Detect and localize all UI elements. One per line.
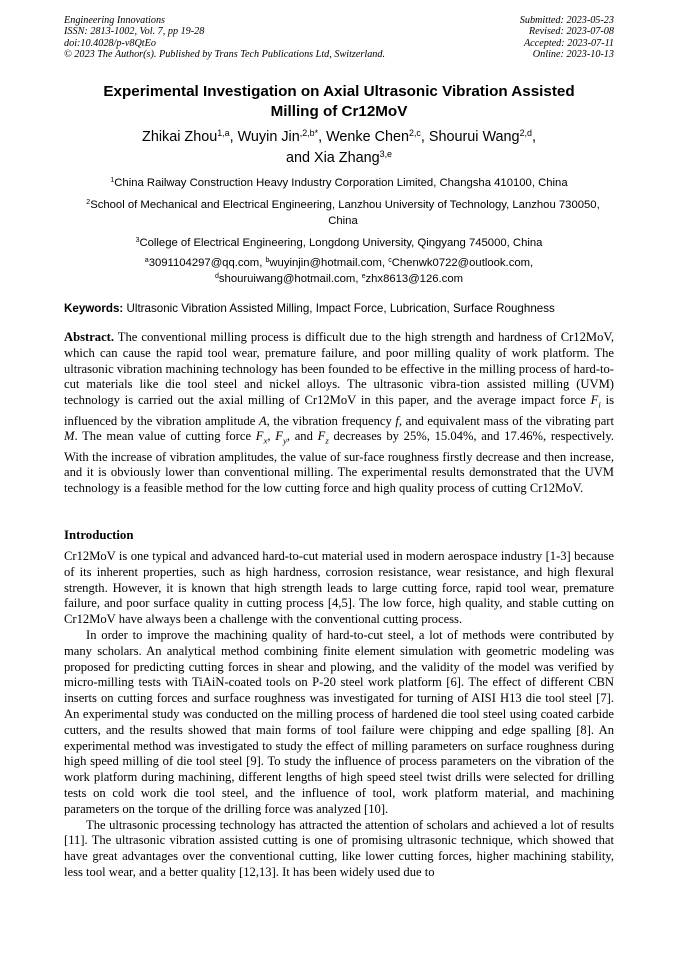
symbol-Fx: $F_x$ xyxy=(255,429,268,446)
separator: , xyxy=(229,129,238,145)
affiliation-3 xyxy=(64,236,614,252)
abstract-text: decreases by 25%, 15.04%, and 17.46%, respectively. With the increase of vibration amplitudes, the value of sur-face roughness firstly decrease and then increase, and it is obviously lower than conventional milling. The experimental results demonstrated that the UVM technology is a feasible method for the low cutting force and high quality process of cutting Cr12MoV. xyxy=(64,429,615,496)
affiliation-text: School of Mechanical and Electrical Engineering, Lanzhou University of Technology, Lanzhou 730050, China xyxy=(90,199,600,227)
email-sup: d xyxy=(214,272,219,280)
title-line-2: Milling of Cr12MoV xyxy=(270,103,408,120)
author-name: Shourui Wang xyxy=(428,129,520,145)
keywords xyxy=(64,301,614,316)
separator: , and xyxy=(286,429,318,444)
intro-paragraph: In order to improve the machining quality of hard-to-cut steel, a lot of methods were contributed by many scholars. An analytical method combining finite element simulation with geometric modeling was proposed for predicting cutting forces in shear and plowing, and the validity of the model was verified by micro-milling tests with TiAiN-coated tools on P-20 steel work platform [6]. The effect of different CBN inserts on cutting forces and surface roughness was investigated for turning of AISI H13 die tool steel [7]. An experimental study was conducted on the milling process of hardened die tool steel using coated carbide cutters, and the results showed that main forms of tool failure were chipping and edge spalling [8]. An experimental method was investigated to study the effect of milling parameters on surface roughness during high speed milling of die tool steel [9]. To study the influence of process parameters on the vibration of the work platform during machining, different lengths of high speed steel twist drills were selected for drilling tests on cold work die tool steel, and the influence of tool, work platform material, and machining parameters on the torque of the drilling force was analyzed [10]. xyxy=(64,627,614,816)
introduction-heading: Introduction xyxy=(64,528,134,542)
affiliation-text: College of Electrical Engineering, Longdong University, Qingyang 745000, China xyxy=(139,237,543,249)
abstract-text: The conventional milling process is difficult due to the high strength and hardness of Cr12MoV, which can cause the rapid tool wear, premature failure, and poor milling quality of work platform. The ultrasonic vibration machining technology has been founded to be effective in the milling process of hard-to-cut materials like die tool steel and nickel alloys. The ultrasonic vibra-tion assisted milling (UVM) technology is carried out the axial milling of Cr12MoV in this paper, and the average impact force xyxy=(64,330,614,408)
issn: ISSN: 2813-1002, Vol. 7, pp 19-28 xyxy=(64,26,205,38)
symbol-f: f xyxy=(395,413,399,428)
affiliation-2 xyxy=(76,198,610,229)
abstract-text: . The mean value of cutting force xyxy=(74,429,256,444)
separator: , xyxy=(420,129,429,145)
abstract-text: , and equivalent mass of the vibrating part xyxy=(398,413,614,428)
author-name: Zhikai Zhou xyxy=(142,129,218,145)
author-list xyxy=(64,127,614,169)
intro-paragraph: The ultrasonic processing technology has attracted the attention of scholars and achieved a lot of results [11]. The ultrasonic vibration assisted cutting is one of promising ultrasonic technique, which showed that have great advantages over the conventional cutting, like lower cutting forces, higher machining stability, less tool wear, and a better quality [12,13]. It has been widely used due to xyxy=(64,817,614,879)
email-sup: b xyxy=(265,257,270,265)
keywords-label: Keywords: xyxy=(64,302,124,315)
email-link[interactable]: shouruiwang@hotmail.com, xyxy=(218,272,362,285)
email-link[interactable]: zhx8613@126.com xyxy=(365,272,464,285)
separator: , xyxy=(318,129,327,145)
symbol-Fy: $F_y$ xyxy=(275,429,287,446)
accepted-date: Accepted: 2023-07-11 xyxy=(523,37,614,49)
copyright: © 2023 The Author(s). Published by Trans Tech Publications Ltd, Switzerland. xyxy=(64,49,386,61)
separator: , xyxy=(531,129,536,145)
email-link[interactable]: 3091104297@qq.com, xyxy=(148,257,266,269)
symbol-Fz: $F_z$ xyxy=(317,429,329,446)
abstract-label: Abstract. xyxy=(64,330,115,344)
affiliation-text: China Railway Construction Heavy Industry Corporation Limited, Changsha 410100, China xyxy=(114,177,568,189)
journal-info xyxy=(64,15,385,61)
and-word: and xyxy=(285,150,314,166)
abstract xyxy=(64,330,614,497)
author-sup: 1,a xyxy=(217,128,230,139)
author-sup: 3,e xyxy=(379,149,392,160)
affiliation-sup: 1 xyxy=(110,177,115,185)
doi: doi:10.4028/p-v8QtEo xyxy=(64,37,156,49)
email-sup: a xyxy=(144,257,149,265)
paper-title xyxy=(64,82,614,122)
symbol-M: M xyxy=(64,429,75,444)
email-sup: e xyxy=(361,272,366,280)
affiliation-sup: 3 xyxy=(135,237,140,245)
symbol-Fi: $F_i$ xyxy=(590,393,601,410)
abstract-text: is influenced by the vibration amplitude xyxy=(64,393,614,428)
abstract-text: , the vibration frequency xyxy=(266,413,396,428)
email-link[interactable]: Chenwk0722@outlook.com, xyxy=(391,257,534,269)
email-link[interactable]: wuyinjin@hotmail.com, xyxy=(269,257,389,269)
affiliation-1 xyxy=(64,176,614,192)
author-sup: 2,d xyxy=(519,128,532,139)
keywords-text: Ultrasonic Vibration Assisted Milling, Impact Force, Lubrication, Surface Roughness xyxy=(123,302,555,315)
introduction-body xyxy=(64,549,614,881)
affiliation-sup: 2 xyxy=(86,199,91,207)
author-name: Wenke Chen xyxy=(326,129,409,145)
publication-dates xyxy=(520,15,614,61)
journal-name: Engineering Innovations xyxy=(64,15,166,26)
revised-date: Revised: 2023-07-08 xyxy=(528,26,614,38)
email-list xyxy=(64,256,614,287)
submitted-date: Submitted: 2023-05-23 xyxy=(519,15,614,26)
author-name: Wuyin Jin xyxy=(237,129,300,145)
title-line-1: Experimental Investigation on Axial Ultrasonic Vibration Assisted xyxy=(103,83,575,100)
intro-paragraph: Cr12MoV is one typical and advanced hard-to-cut material used in modern aerospace industry [1-3] because of its inherent properties, such as high hardness, corrosion resistance, wear resistance, and high flexural strength. However, it is known that high strength leads to large cutting force, rapid tool wear, premature failure, and poor surface quality in cutting process [4,5]. The low force, high quality, and stable cutting on Cr12MoV have always been a challenge with the conventional cutting process. xyxy=(64,549,614,627)
author-sup: ,2,b* xyxy=(299,128,319,139)
author-name: Xia Zhang xyxy=(314,150,380,166)
online-date: Online: 2023-10-13 xyxy=(532,49,614,61)
separator: , xyxy=(267,429,276,444)
email-sup: c xyxy=(388,257,392,265)
author-sup: 2,c xyxy=(409,128,421,139)
symbol-A: A xyxy=(258,413,267,428)
